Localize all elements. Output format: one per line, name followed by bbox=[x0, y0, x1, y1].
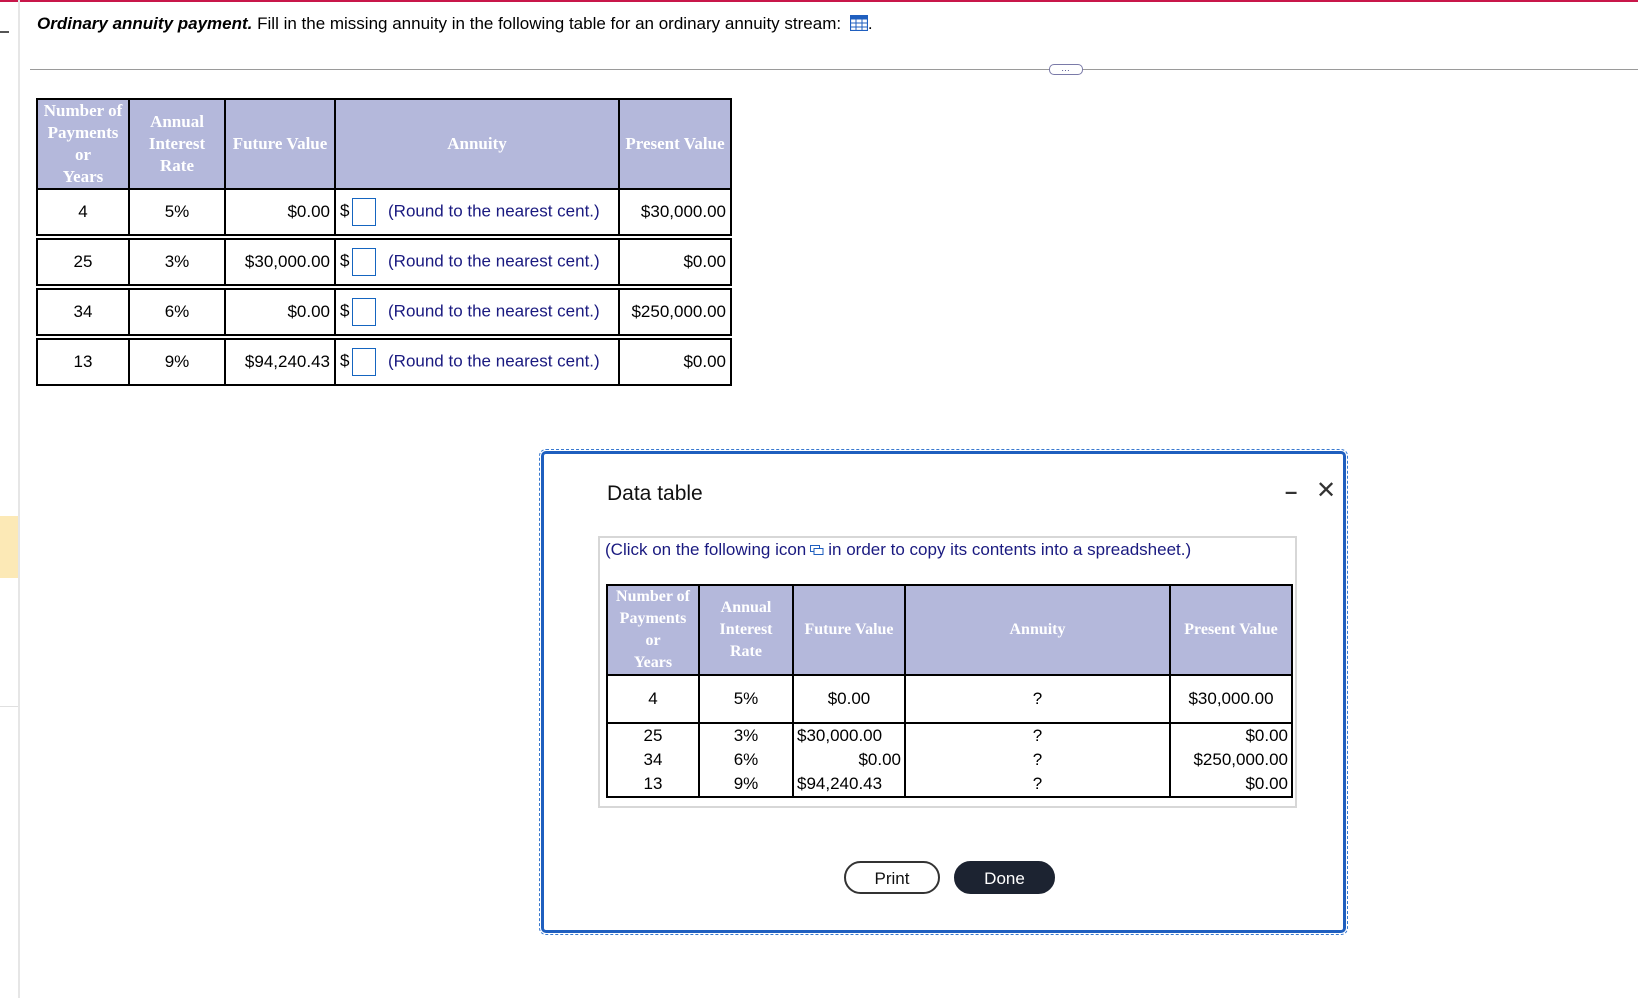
header-number-of-payments bbox=[607, 585, 699, 675]
currency-symbol: $ bbox=[340, 351, 350, 371]
cell-present-value: $0.00 bbox=[1170, 723, 1292, 748]
cell-periods: 34 bbox=[607, 748, 699, 772]
left-panel-edge bbox=[18, 0, 20, 998]
cell-annuity: ? bbox=[905, 723, 1170, 748]
header-text: Payments bbox=[619, 610, 687, 627]
cell-annuity bbox=[335, 189, 619, 235]
table-row bbox=[607, 772, 1292, 797]
question-suffix: . bbox=[867, 14, 873, 33]
cell-future-value: $0.00 bbox=[225, 289, 335, 335]
currency-symbol: $ bbox=[340, 251, 350, 271]
cell-annuity: ? bbox=[905, 772, 1170, 797]
cell-rate: 3% bbox=[699, 723, 793, 748]
copy-note-start: (Click on the following icon bbox=[605, 540, 807, 559]
data-table-container bbox=[606, 584, 1293, 798]
header-interest-rate bbox=[699, 585, 793, 675]
cell-rate: 5% bbox=[129, 189, 225, 235]
currency-symbol: $ bbox=[340, 201, 350, 221]
header-text: Years bbox=[633, 654, 673, 671]
copy-instruction bbox=[605, 540, 1191, 560]
annuity-answer-input[interactable] bbox=[352, 198, 376, 226]
done-button[interactable]: Done bbox=[954, 861, 1055, 894]
question-body: Fill in the missing annuity in the following table for an ordinary annuity stream: bbox=[257, 14, 842, 33]
section-divider bbox=[30, 69, 1638, 70]
cell-future-value: $30,000.00 bbox=[225, 239, 335, 285]
cell-present-value: $30,000.00 bbox=[1170, 675, 1292, 723]
question-text bbox=[37, 14, 873, 34]
header-interest-rate bbox=[129, 99, 225, 189]
annuity-answer-input[interactable] bbox=[352, 248, 376, 276]
cell-annuity: ? bbox=[905, 748, 1170, 772]
header-future-value: Future Value bbox=[225, 99, 335, 189]
cell-periods: 13 bbox=[37, 339, 129, 385]
header-present-value: Present Value bbox=[1170, 585, 1292, 675]
header-annuity: Annuity bbox=[335, 99, 619, 189]
header-text: Annual bbox=[720, 599, 772, 616]
cell-present-value: $0.00 bbox=[1170, 772, 1292, 797]
cell-future-value: $94,240.43 bbox=[225, 339, 335, 385]
header-number-of-payments bbox=[37, 99, 129, 189]
data-table-dialog bbox=[541, 451, 1346, 933]
header-text: Payments bbox=[47, 123, 119, 142]
cell-future-value: $94,240.43 bbox=[793, 772, 905, 797]
close-icon[interactable]: ✕ bbox=[1316, 477, 1337, 504]
cell-rate: 6% bbox=[699, 748, 793, 772]
cell-periods: 25 bbox=[37, 239, 129, 285]
cell-annuity bbox=[335, 289, 619, 335]
cell-present-value: $250,000.00 bbox=[619, 289, 731, 335]
dialog-title: Data table bbox=[607, 482, 703, 505]
cell-annuity bbox=[335, 239, 619, 285]
cell-future-value: $30,000.00 bbox=[793, 723, 905, 748]
cell-future-value: $0.00 bbox=[225, 189, 335, 235]
rounding-hint: (Round to the nearest cent.) bbox=[388, 301, 600, 321]
header-text: Rate bbox=[160, 156, 194, 175]
header-text: Number of bbox=[616, 588, 690, 605]
cell-present-value: $0.00 bbox=[619, 239, 731, 285]
annuity-table-container bbox=[36, 98, 732, 386]
cell-rate: 6% bbox=[129, 289, 225, 335]
header-text: Rate bbox=[730, 643, 762, 660]
header-future-value: Future Value bbox=[793, 585, 905, 675]
cell-annuity bbox=[335, 339, 619, 385]
cell-periods: 34 bbox=[37, 289, 129, 335]
cell-periods: 25 bbox=[607, 723, 699, 748]
rounding-hint: (Round to the nearest cent.) bbox=[388, 251, 600, 271]
cell-periods: 4 bbox=[607, 675, 699, 723]
minimize-icon[interactable]: – bbox=[1285, 479, 1298, 504]
top-accent-bar bbox=[0, 0, 1638, 2]
cell-annuity: ? bbox=[905, 675, 1170, 723]
table-row bbox=[37, 289, 731, 335]
table-row bbox=[37, 339, 731, 385]
left-panel-tick bbox=[0, 706, 18, 707]
table-row bbox=[607, 723, 1292, 748]
header-text: Interest bbox=[148, 134, 206, 153]
rounding-hint: (Round to the nearest cent.) bbox=[388, 201, 600, 221]
header-text: Annual bbox=[150, 112, 204, 131]
table-row bbox=[37, 189, 731, 235]
cell-future-value: $0.00 bbox=[793, 748, 905, 772]
header-text: Interest bbox=[719, 621, 773, 638]
header-annuity: Annuity bbox=[905, 585, 1170, 675]
left-panel-dash bbox=[0, 31, 9, 33]
annuity-table bbox=[36, 98, 732, 386]
currency-symbol: $ bbox=[340, 301, 350, 321]
table-row bbox=[607, 675, 1292, 723]
more-options-pill[interactable]: … bbox=[1049, 64, 1083, 75]
left-panel-highlight[interactable] bbox=[0, 516, 18, 578]
print-button[interactable]: Print bbox=[844, 861, 940, 894]
table-row bbox=[607, 748, 1292, 772]
annuity-answer-input[interactable] bbox=[352, 298, 376, 326]
annuity-answer-input[interactable] bbox=[352, 348, 376, 376]
header-text: Years bbox=[62, 167, 104, 186]
copy-to-spreadsheet-icon[interactable] bbox=[810, 540, 824, 550]
cell-present-value: $30,000.00 bbox=[619, 189, 731, 235]
cell-present-value: $250,000.00 bbox=[1170, 748, 1292, 772]
header-text: or bbox=[645, 632, 661, 649]
cell-future-value: $0.00 bbox=[793, 675, 905, 723]
rounding-hint: (Round to the nearest cent.) bbox=[388, 351, 600, 371]
table-row bbox=[37, 239, 731, 285]
cell-rate: 5% bbox=[699, 675, 793, 723]
cell-periods: 4 bbox=[37, 189, 129, 235]
table-grid-icon[interactable] bbox=[850, 15, 868, 31]
question-lead: Ordinary annuity payment. bbox=[37, 14, 253, 33]
data-table-panel bbox=[598, 536, 1297, 808]
cell-rate: 3% bbox=[129, 239, 225, 285]
header-present-value: Present Value bbox=[619, 99, 731, 189]
cell-present-value: $0.00 bbox=[619, 339, 731, 385]
copy-note-end: in order to copy its contents into a spreadsheet.) bbox=[828, 540, 1192, 559]
cell-periods: 13 bbox=[607, 772, 699, 797]
header-text: Number of bbox=[43, 101, 123, 120]
cell-rate: 9% bbox=[699, 772, 793, 797]
cell-rate: 9% bbox=[129, 339, 225, 385]
data-table bbox=[606, 584, 1293, 798]
header-text: or bbox=[74, 145, 92, 164]
